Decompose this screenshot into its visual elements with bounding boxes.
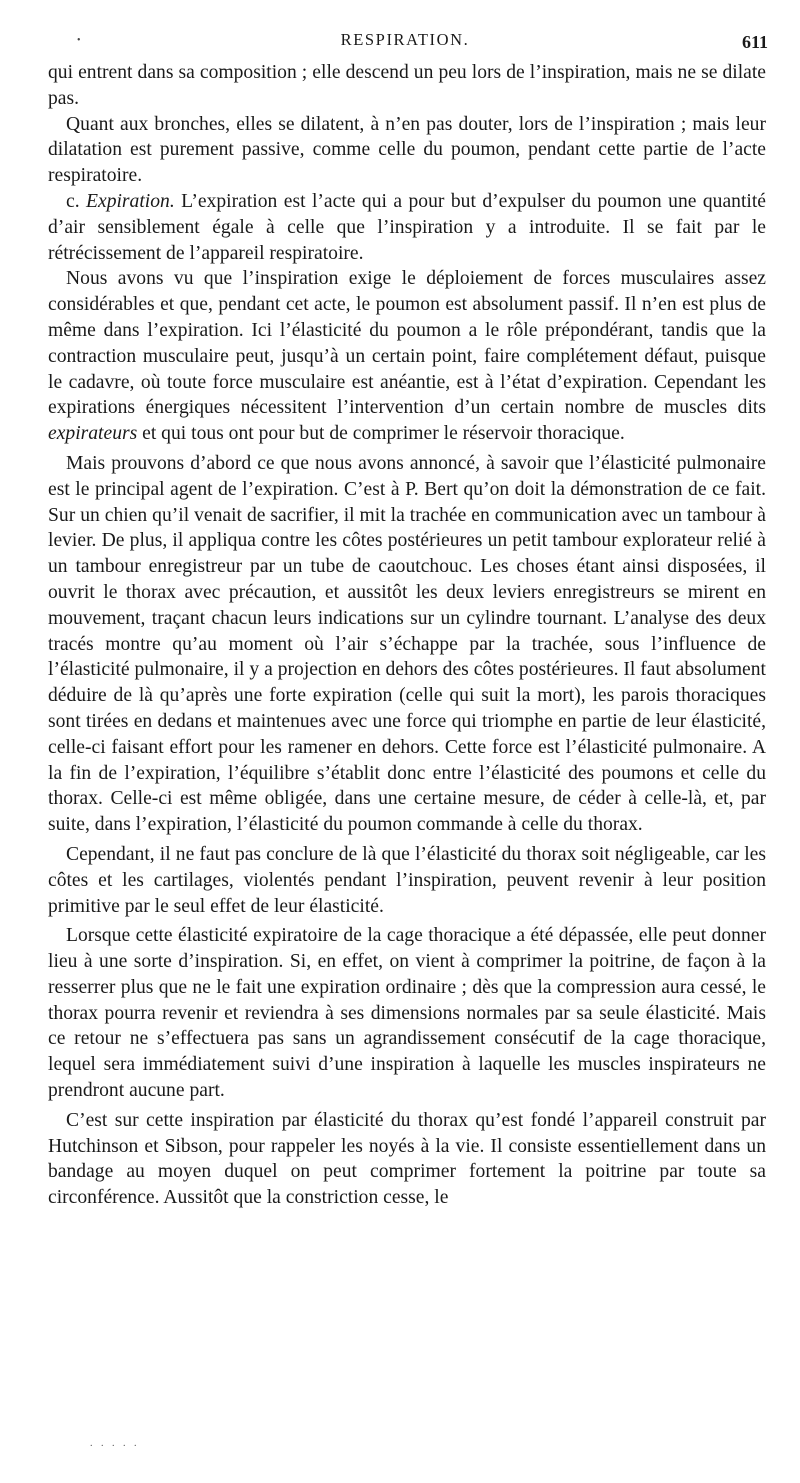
paragraph-6-text: Cependant, il ne faut pas conclure de là que l’élasticité du thorax soit négligeable, car les côtes et les cartilages, violentés pendant l’inspiration, peuvent revenir à leur position primitive par le seul effet de leur élasticité. bbox=[48, 843, 766, 917]
paragraph-7-text: Lorsque cette élasticité expiratoire de la cage thoracique a été dépassée, elle peut donner lieu à une sorte d’inspiration. Si, en effet, on vient à comprimer la poitrine, de façon à la resserrer plus que ne le fait une expiration ordinaire ; dès que la compression aura cessé, le thorax pourra revenir et reviendra à ses dimensions normales par sa seule élasticité. Mais ce retour ne s’effectuera pas sans un agrandissement consécutif de la cage thoracique, lequel sera immédiatement suivi d’une inspiration à laquelle les muscles inspirateurs ne prendront aucune part. bbox=[48, 925, 766, 1102]
page-number: 611 bbox=[741, 32, 768, 52]
paragraph-4-text-b: et qui tous ont pour but de comprimer le réservoir thoracique. bbox=[137, 423, 625, 445]
body-text bbox=[48, 60, 766, 1211]
running-title: RESPIRATION. bbox=[340, 30, 470, 49]
paragraph-2 bbox=[48, 112, 766, 189]
paragraph-3-text: L’expiration est l’acte qui a pour but d’expulser du poumon une quantité d’air sensiblement égale à celle que l’inspiration y a introduite. Il se fait par le rétrécissement de l’appareil respiratoire. bbox=[48, 190, 766, 264]
section-label: c. bbox=[66, 190, 87, 212]
paragraph-8-text: C’est sur cette inspiration par élasticité du thorax qu’est fondé l’appareil construit par Hutchinson et Sibson, pour rappeler les noyés à la vie. Il consiste essentiellement dans un bandage au moyen duquel on peut comprimer fortement la poitrine par toute sa circonférence. Aussitôt que la constriction cesse, le bbox=[48, 1109, 766, 1209]
term-expirateurs: expirateurs bbox=[48, 423, 138, 445]
paragraph-5 bbox=[48, 451, 766, 838]
paragraph-8 bbox=[48, 1108, 766, 1211]
paragraph-7 bbox=[48, 923, 766, 1104]
paragraph-6 bbox=[48, 842, 766, 919]
stray-mark: • bbox=[77, 35, 81, 46]
paragraph-2-text: Quant aux bronches, elles se dilatent, à n’en pas douter, lors de l’inspiration ; mais leur dilatation est purement passive, comme celle du poumon, pendant cette partie de l’acte respiratoire. bbox=[48, 113, 766, 187]
paragraph-4 bbox=[48, 266, 766, 447]
footer-marks: . . . . . bbox=[90, 1438, 140, 1449]
section-heading-expiration: Expiration. bbox=[86, 190, 175, 212]
paragraph-1 bbox=[48, 60, 766, 112]
paragraph-5-text: Mais prouvons d’abord ce que nous avons annoncé, à savoir que l’élasticité pulmonaire est le principal agent de l’expiration. C’est à P. Bert qu’on doit la démonstration de ce fait. Sur un chien qu’il venait de sacrifier, il mit la trachée en communication avec un tambour à levier. De plus, il appliqua contre les côtes postérieures un petit tambour explorateur relié à un tambour enregistreur par un tube de caoutchouc. Les choses étant ainsi disposées, il ouvrit le thorax avec précaution, et aussitôt les deux leviers enregistreurs se mirent en mouvement, traçant chacun leurs indications sur un cylindre tournant. L’analyse des deux tracés montre qu’au moment où l’air s’échappe par la trachée, sous l’influence de l’élasticité pulmonaire, il y a projection en dehors des côtes postérieures. Il faut absolument déduire de là qu’après une forte expiration (celle qui suit la mort), les parois thoraciques sont tirées en dedans et maintenues avec une force qui triomphe en partie de leur élasticité, celle-ci faisant effort pour les ramener en dehors. Cette force est l’élasticité pulmonaire. A la fin de l’expiration, l’équilibre s’établit donc entre l’élasticité des poumons et celle du thorax. Celle-ci est même obligée, dans une certaine mesure, de céder à celle-là, et, par suite, dans l’expiration, l’élasticité du poumon commande à celle du thorax. bbox=[48, 452, 766, 836]
paragraph-1-text: qui entrent dans sa composition ; elle descend un peu lors de l’inspiration, mais ne se dilate pas. bbox=[48, 62, 766, 109]
paragraph-3 bbox=[48, 189, 766, 266]
page-header bbox=[40, 30, 770, 56]
paragraph-4-text-a: Nous avons vu que l’inspiration exige le déploiement de forces musculaires assez considérables et que, pendant cet acte, le poumon est absolument passif. Il n’en est plus de même dans l’expiration. Ici l’élasticité du poumon a le rôle prépondérant, tandis que la contraction musculaire peut, jusqu’à un certain point, faire complétement défaut, puisque le cadavre, où toute force musculaire est anéantie, est à l’état d’expiration. Cependant les expirations énergiques nécessitent l’intervention d’un certain nombre de muscles dits bbox=[48, 268, 766, 419]
